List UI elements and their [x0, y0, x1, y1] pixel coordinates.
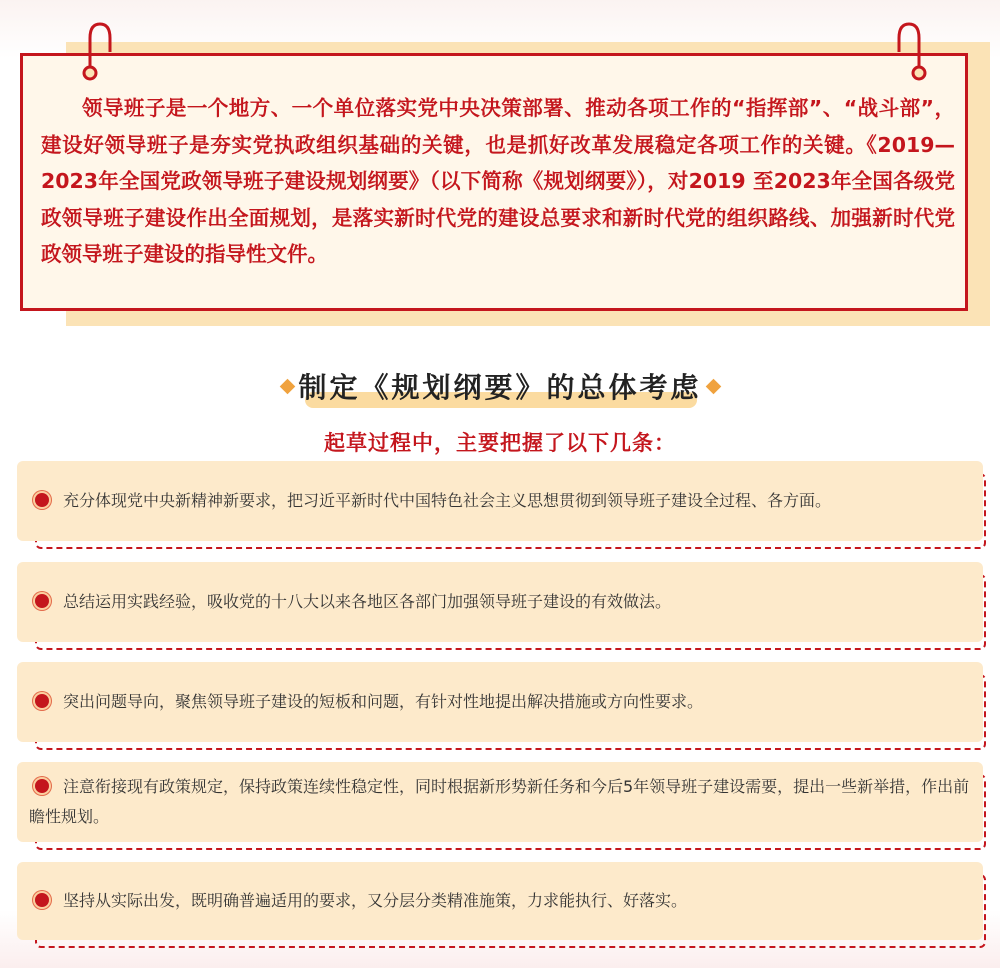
bullet-icon: [35, 779, 49, 793]
point-label-4: 注意衔接现有政策规定，保持政策连续性稳定性，同时根据新形势新任务和今后5年领导班子建设需要，提出一些新举措，作出前瞻性规划。: [29, 777, 970, 826]
card-body: [17, 662, 983, 742]
point-label-5: 坚持从实际出发，既明确普遍适用的要求，又分层分类精准施策，力求能执行、好落实。: [63, 891, 688, 910]
point-text-2: [29, 587, 971, 617]
point-text-5: [29, 886, 971, 916]
bullet-icon: [35, 694, 49, 708]
point-card-5: [0, 862, 1000, 940]
card-body: [17, 862, 983, 940]
point-card-1: [0, 461, 1000, 541]
point-card-4: [0, 762, 1000, 842]
section-subtitle: 起草过程中，主要把握了以下几条：: [324, 431, 676, 455]
card-body: [17, 461, 983, 541]
point-card-2: [0, 562, 1000, 642]
point-text-4: [29, 772, 971, 832]
intro-paragraph: 领导班子是一个地方、一个单位落实党中央决策部署、推动各项工作的“指挥部”、“战斗部”，建设好领导班子是夯实党执政组织基础的关键，也是抓好改革发展稳定各项工作的关键。《2019—2023年全国党政领导班子建设规划纲要》（以下简称《规划纲要》），对2019 至2023年全国各级党政领导班子建设作出全面规划，是落实新时代党的建设总要求和新时代党的组织路线、加强新时代党政领导班子建设的指导性文件。: [41, 96, 955, 266]
bullet-icon: [35, 493, 49, 507]
point-label-3: 突出问题导向，聚焦领导班子建设的短板和问题，有针对性地提出解决措施或方向性要求。: [63, 692, 704, 711]
intro-box: [20, 53, 968, 311]
left-hook-icon: [72, 18, 112, 88]
card-body: [17, 762, 983, 842]
right-hook-icon: [893, 18, 933, 88]
point-text-1: [29, 486, 971, 516]
point-card-3: [0, 662, 1000, 742]
point-label-1: 充分体现党中央新精神新要求，把习近平新时代中国特色社会主义思想贯彻到领导班子建设全过程、各方面。: [63, 491, 832, 510]
point-label-2: 总结运用实践经验，吸收党的十八大以来各地区各部门加强领导班子建设的有效做法。: [63, 592, 672, 611]
section-title: 制定《规划纲要》的总体考虑: [298, 371, 702, 404]
bullet-icon: [35, 594, 49, 608]
point-text-3: [29, 687, 971, 717]
bullet-icon: [35, 893, 49, 907]
card-body: [17, 562, 983, 642]
